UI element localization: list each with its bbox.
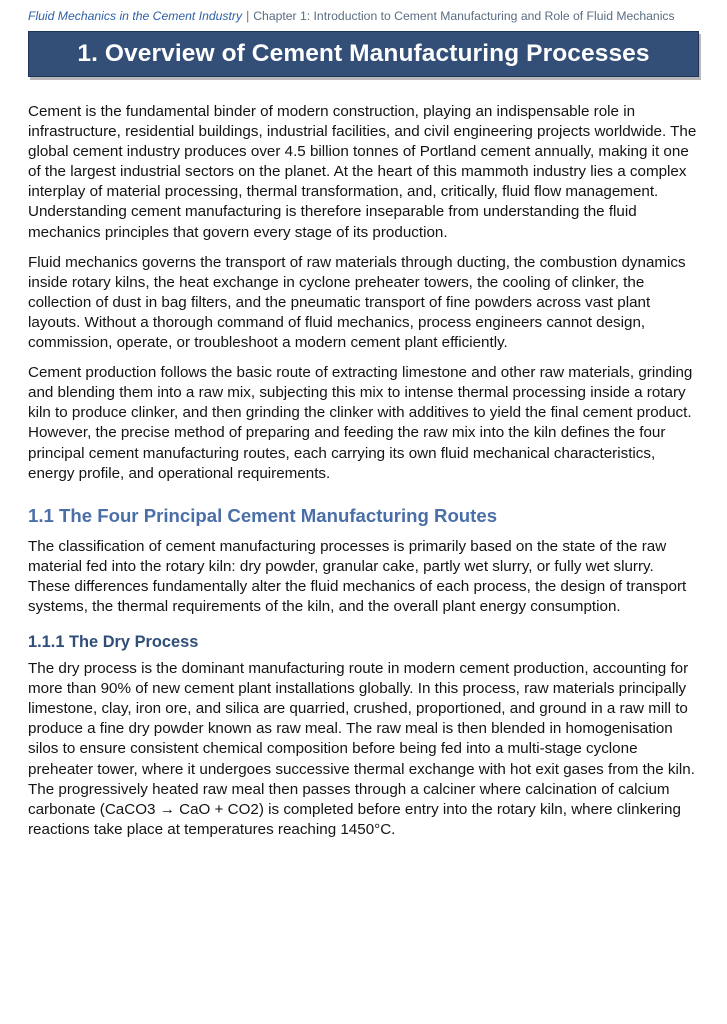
page-title: 1. Overview of Cement Manufacturing Processes <box>77 40 650 67</box>
book-title: Fluid Mechanics in the Cement Industry <box>28 9 243 23</box>
running-header <box>28 0 699 24</box>
section-heading-1-1: 1.1 The Four Principal Cement Manufacturing Routes <box>28 504 498 526</box>
intro-paragraph-3: Cement production follows the basic route of extracting limestone and other raw materials, grinding and blending them into a raw mix, subjecting this mix to intense thermal processing inside a rotary kiln to produce clinker, and then grinding the clinker with additives to yield the final cement product. However, the precise method of preparing and feeding the raw mix into the kiln defines the four principal cement manufacturing routes, each carrying its own fluid mechanical characteristics, energy profile, and operational requirements. <box>28 364 693 482</box>
document-body <box>28 102 699 840</box>
section-1-1-paragraph: The classification of cement manufacturing processes is primarily based on the state of the raw material fed into the rotary kiln: dry powder, granular cake, partly wet slurry, or fully wet slurry. These differences fundamentally alter the fluid mechanics of each process, the design of transport systems, the thermal requirements of the kiln, and the overall plant energy consumption. <box>28 537 687 615</box>
title-banner <box>28 31 699 77</box>
intro-paragraph-1: Cement is the fundamental binder of modern construction, playing an indispensable role in infrastructure, residential buildings, industrial facilities, and civil engineering projects worldwide. The global cement industry produces over 4.5 billion tonnes of Portland cement annually, making it one of the largest industrial sectors on the planet. At the heart of this mammoth industry lies a complex interplay of material processing, thermal transformation, and, critically, fluid flow management. Understanding cement manufacturing is therefore inseparable from understanding the fluid mechanics principles that govern every stage of its production. <box>28 103 697 241</box>
chapter-title: Chapter 1: Introduction to Cement Manufacturing and Role of Fluid Mechanics <box>253 9 675 23</box>
intro-paragraph-2: Fluid mechanics governs the transport of raw materials through ducting, the combustion dynamics inside rotary kilns, the heat exchange in cyclone preheater towers, the cooling of clinker, the collection of dust in bag filters, and the pneumatic transport of fine powders across vast plant layouts. Without a thorough command of fluid mechanics, process engineers cannot design, commission, operate, or troubleshoot a modern cement plant efficiently. <box>28 253 686 352</box>
section-heading-1-1-1: 1.1.1 The Dry Process <box>28 633 199 652</box>
section-1-1-1-paragraph: The dry process is the dominant manufacturing route in modern cement production, accounting for more than 90% of new cement plant installations globally. In this process, raw materials principally limestone, clay, iron ore, and silica are quarried, crushed, proportioned, and ground in a raw mill to produce a fine dry powder known as raw meal. The raw meal is then blended in homogenisation silos to ensure consistent chemical composition before being fed into a multi-stage cyclone preheater tower, where it undergoes successive thermal exchange with hot exit gases from the kiln. The progressively heated raw meal then passes through a calciner where calcination of calcium carbonate (CaCO3 → CaO + CO2) is completed before entry into the rotary kiln, where clinkering reactions take place at temperatures reaching 1450°C. <box>28 660 695 838</box>
header-separator: | <box>246 9 250 23</box>
